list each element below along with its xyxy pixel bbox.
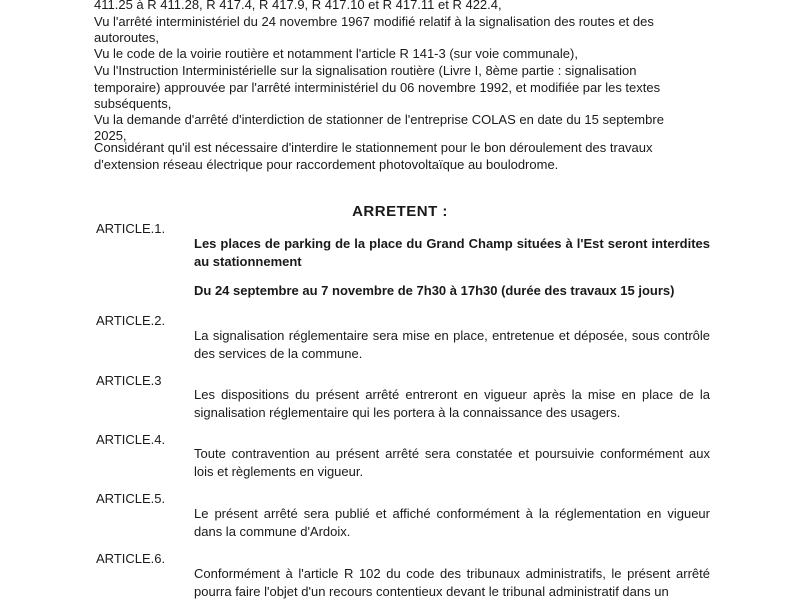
article-label: ARTICLE.5. <box>96 491 166 506</box>
article-text: Le présent arrêté sera publié et affiché conformément à la réglementation en vigueur dans la commune d'Ardoix. <box>194 506 710 539</box>
article-text: La signalisation réglementaire sera mise en place, entretenue et déposée, sous contrôle des services de la commune. <box>194 328 710 361</box>
article-text: Les dispositions du présent arrêté entreront en vigueur après la mise en place de la signalisation réglementaire qui les portera à la connaissance des usagers. <box>194 387 710 420</box>
preamble-line: Vu l'Instruction Interministérielle sur la signalisation routière (Livre I, 8ème partie : signalisation <box>94 63 637 78</box>
preamble-line: 411.25 à R 411.28, R 417.4, R 417.9, R 417.10 et R 417.11 et R 422.4, <box>94 0 502 12</box>
article-text: Toute contravention au présent arrêté sera constatée et poursuivie conformément aux lois et règlements en vigueur. <box>194 446 710 479</box>
preamble-line: temporaire) approuvée par l'arrêté interministériel du 06 novembre 1992, et modifiée par les textes <box>94 80 661 95</box>
article-text: Les places de parking de la place du Grand Champ situées à l'Est seront interdites au stationnement <box>194 236 710 269</box>
article-dates: Du 24 septembre au 7 novembre de 7h30 à 17h30 (durée des travaux 15 jours) <box>194 283 675 298</box>
article-label: ARTICLE.3 <box>96 373 162 388</box>
article-label: ARTICLE.1. <box>96 221 166 236</box>
preamble-line: d'extension réseau électrique pour raccordement photovoltaïque au boulodrome. <box>94 157 559 172</box>
preamble-line: 2025, <box>94 128 127 143</box>
article-label: ARTICLE.2. <box>96 313 166 328</box>
decree-title: ARRETENT : <box>352 203 448 220</box>
preamble-line: autoroutes, <box>94 30 160 45</box>
article-text: Conformément à l'article R 102 du code des tribunaux administratifs, le présent arrêté pourra faire l'objet d'un recours contentieux devant le tribunal administratif dans un <box>194 566 710 599</box>
preamble-line: Vu le code de la voirie routière et notamment l'article R 141-3 (sur voie communale), <box>94 46 578 61</box>
preamble-line: subséquents, <box>94 96 172 111</box>
preamble-line: Considérant qu'il est nécessaire d'interdire le stationnement pour le bon déroulement des travaux <box>94 140 653 155</box>
article-label: ARTICLE.6. <box>96 551 166 566</box>
preamble-line: Vu l'arrêté interministériel du 24 novembre 1967 modifié relatif à la signalisation des routes et des <box>94 14 654 29</box>
preamble-line: Vu la demande d'arrêté d'interdiction de stationner de l'entreprise COLAS en date du 15 septembre <box>94 112 664 127</box>
article-label: ARTICLE.4. <box>96 432 166 447</box>
